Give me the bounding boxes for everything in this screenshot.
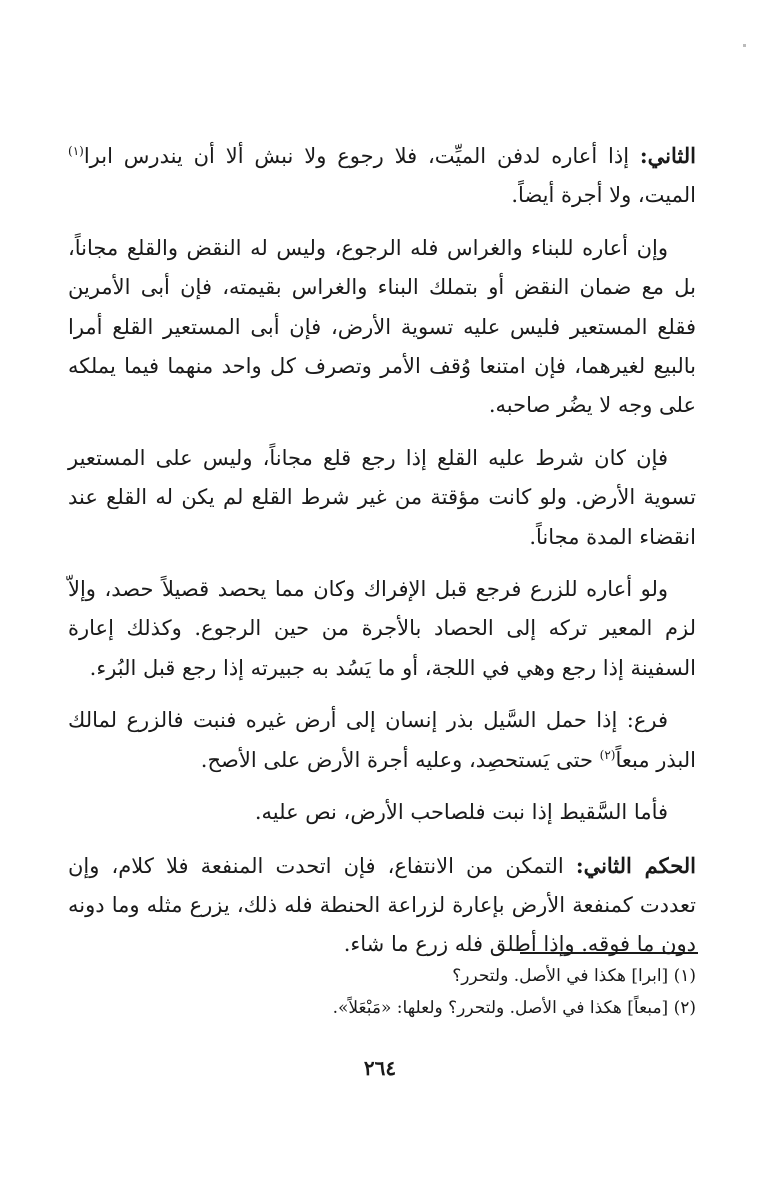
section-lead: الحكم الثاني: (575, 852, 696, 878)
paragraph-1 (68, 136, 696, 216)
paragraph-text-cont: حتى يَستحصِد، وعليه أجرة الأرض على الأصح. (200, 747, 600, 772)
scan-mark (743, 44, 746, 47)
paragraph-text: التمكن من الانتفاع، فإن اتحدت المنفعة فلا كلام، وإن تعددت كمنفعة الأرض بإعارة لزراعة الحنطة فله ذلك، يزرع مثله وما دونه دون ما فوقه. وإذا أطلق فله زرع ما شاء. (68, 853, 696, 957)
paragraph-4: ولو أعاره للزرع فرجع قبل الإفراك وكان مما يحصد قصيلاً حصد، وإلاّ لزم المعير تركه إلى الحصاد بالأجرة من حين الرجوع. وكذلك إعارة السفينة إذا رجع وهي في اللجة، أو ما يَسُد به جبيرته إذا رجع قبل البُرء. (68, 577, 696, 680)
footnote-ref-2: (٢) (599, 747, 616, 762)
footnotes (68, 960, 696, 1024)
page-number: ٢٦٤ (363, 1056, 397, 1080)
paragraph-text: إذا أعاره لدفن الميِّت، فلا رجوع ولا نبش ألا أن يندرس ابرا (83, 144, 640, 168)
paragraph-text: فرع: إذا حمل السَّيل بذر إنسان إلى أرض غيره فنبت فالزرع لمالك البذر مبعاً (68, 708, 696, 772)
main-text (68, 136, 696, 965)
footnote-2: (٢) [مبعاً] هكذا في الأصل. ولتحرر؟ ولعلها: «مَبْعَلاً». (332, 998, 696, 1018)
paragraph-6: فأما السَّقيط إذا نبت فلصاحب الأرض، نص عليه. (254, 800, 668, 825)
footnote-separator (520, 952, 698, 954)
paragraph-text-cont: الميت، ولا أجرة أيضاً. (511, 183, 696, 208)
paragraph-5 (68, 701, 696, 780)
footnote-ref-1: (١) (68, 144, 84, 158)
footnote-1: (١) [ابرا] هكذا في الأصل. ولتحرر؟ (452, 966, 696, 986)
paragraph-3: فإن كان شرط عليه القلع إذا رجع قلع مجاناً، وليس على المستعير تسوية الأرض. ولو كانت مؤقتة من غير شرط القلع لم يكن له القلع عند انقضاء المدة مجاناً. (68, 445, 696, 549)
paragraph-2: وإن أعاره للبناء والغراس فله الرجوع، وليس له النقض والقلع مجاناً، بل مع ضمان النقض أو بتملك البناء والغراس بقيمته، فإن أبى الأمرين فقلع المستعير فليس عليه تسوية الأرض، فإن أبى المستعير القلع أمرا بالبيع لغيرهما، فإن امتنعا وُقف الأمر وتصرف كل واحد منهما فيما يملكه على وجه لا يضُر صاحبه. (68, 235, 696, 418)
paragraph-7 (68, 846, 696, 965)
section-lead: الثاني: (639, 143, 696, 168)
